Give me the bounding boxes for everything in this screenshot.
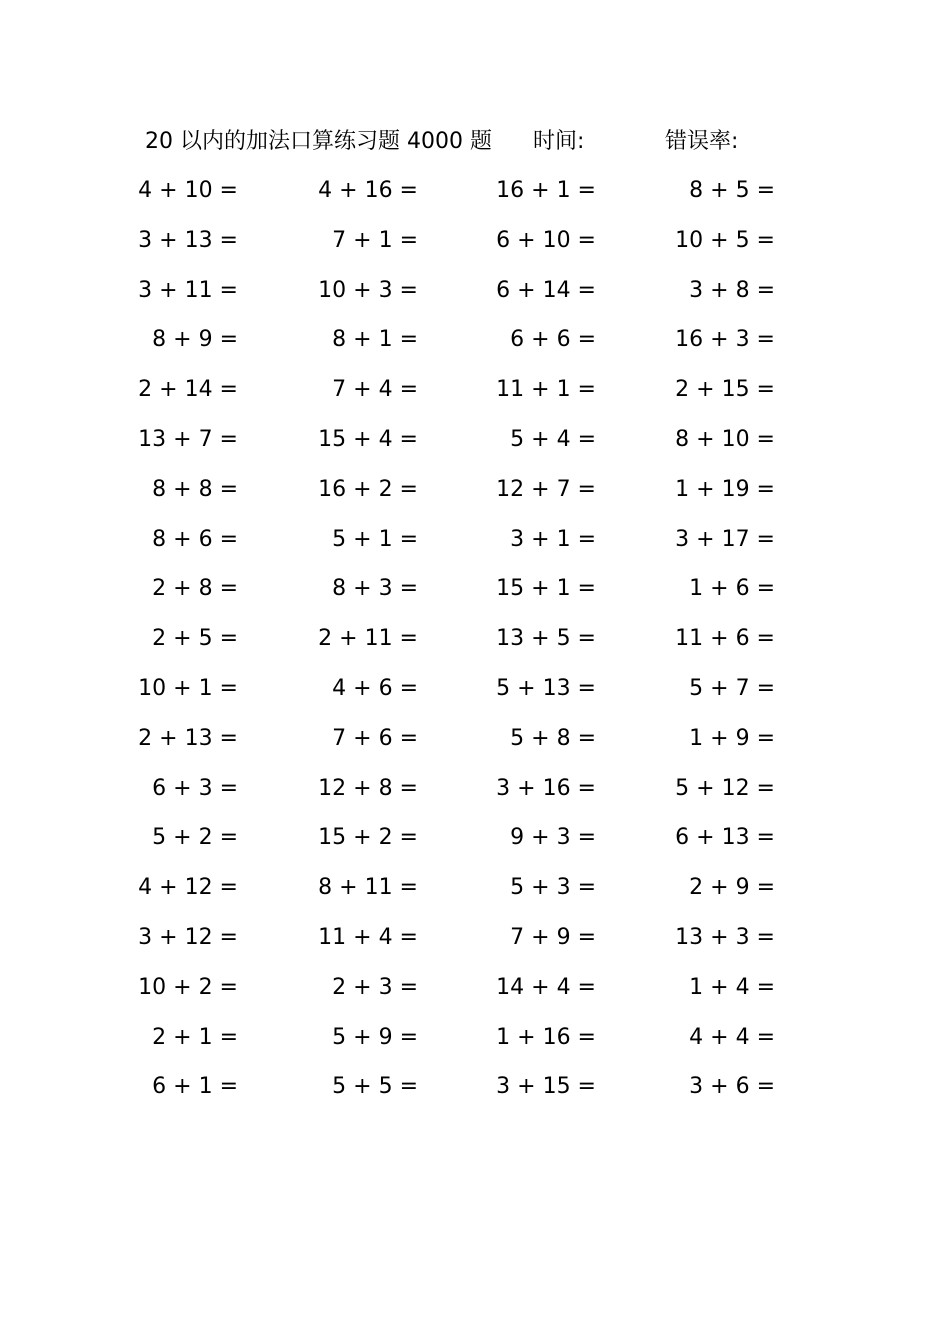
problem-row (0, 223, 950, 273)
addition-problem: 16 + 2 = (318, 476, 418, 502)
addition-problem: 2 + 11 = (318, 626, 418, 652)
problem-row (0, 522, 950, 572)
addition-problem: 3 + 17 = (675, 526, 775, 552)
problem-row (0, 970, 950, 1020)
worksheet-header (0, 126, 950, 158)
addition-problem: 7 + 9 = (510, 924, 596, 950)
addition-problem: 5 + 4 = (510, 426, 596, 452)
addition-problem: 4 + 6 = (332, 675, 418, 701)
addition-problem: 8 + 9 = (152, 327, 238, 353)
addition-problem: 11 + 1 = (496, 377, 596, 403)
problem-row (0, 671, 950, 721)
addition-problem: 16 + 1 = (496, 178, 596, 203)
addition-problem: 6 + 14 = (496, 277, 596, 303)
addition-problem: 10 + 5 = (675, 227, 775, 253)
problem-row (0, 870, 950, 920)
addition-problem: 2 + 3 = (332, 974, 418, 1000)
addition-problem: 5 + 1 = (332, 526, 418, 552)
problem-row (0, 820, 950, 870)
addition-problem: 3 + 11 = (138, 277, 238, 303)
addition-problem: 6 + 3 = (152, 775, 238, 801)
problem-row (0, 621, 950, 671)
addition-problem: 1 + 19 = (675, 476, 775, 502)
addition-problem: 4 + 10 = (138, 178, 238, 203)
problem-row (0, 771, 950, 821)
addition-problem: 13 + 7 = (138, 426, 238, 452)
addition-problem: 5 + 8 = (510, 725, 596, 751)
addition-problem: 5 + 7 = (689, 675, 775, 701)
addition-problem: 3 + 6 = (689, 1074, 775, 1100)
addition-problem: 3 + 8 = (689, 277, 775, 303)
addition-problem: 6 + 6 = (510, 327, 596, 353)
addition-problem: 8 + 5 = (689, 178, 775, 203)
addition-problem: 5 + 12 = (675, 775, 775, 801)
addition-problem: 11 + 4 = (318, 924, 418, 950)
addition-problem: 8 + 6 = (152, 526, 238, 552)
addition-problem: 16 + 3 = (675, 327, 775, 353)
addition-problem: 13 + 5 = (496, 626, 596, 652)
problem-row (0, 372, 950, 422)
addition-problem: 15 + 1 = (496, 576, 596, 602)
addition-problem: 7 + 4 = (332, 377, 418, 403)
addition-problem: 10 + 3 = (318, 277, 418, 303)
addition-problem: 2 + 9 = (689, 875, 775, 901)
addition-problem: 7 + 6 = (332, 725, 418, 751)
addition-problem: 8 + 1 = (332, 327, 418, 353)
addition-problem: 14 + 4 = (496, 974, 596, 1000)
addition-problem: 4 + 16 = (318, 178, 418, 203)
problem-row (0, 721, 950, 771)
addition-problem: 3 + 1 = (510, 526, 596, 552)
addition-problem: 12 + 7 = (496, 476, 596, 502)
problem-row (0, 322, 950, 372)
addition-problem: 2 + 14 = (138, 377, 238, 403)
addition-problem: 9 + 3 = (510, 825, 596, 851)
addition-problem: 3 + 15 = (496, 1074, 596, 1100)
addition-problem: 10 + 1 = (138, 675, 238, 701)
addition-problem: 5 + 13 = (496, 675, 596, 701)
problem-row (0, 920, 950, 970)
addition-problem: 8 + 8 = (152, 476, 238, 502)
addition-problem: 15 + 4 = (318, 426, 418, 452)
problem-row (0, 1020, 950, 1070)
addition-problem: 11 + 6 = (675, 626, 775, 652)
worksheet-title: 20 以内的加法口算练习题 4000 题 (145, 129, 492, 154)
addition-problem: 2 + 1 = (152, 1024, 238, 1050)
addition-problem: 1 + 9 = (689, 725, 775, 751)
addition-problem: 15 + 2 = (318, 825, 418, 851)
addition-problem: 2 + 15 = (675, 377, 775, 403)
problem-grid (0, 173, 950, 1119)
addition-problem: 1 + 16 = (496, 1024, 596, 1050)
addition-problem: 3 + 12 = (138, 924, 238, 950)
addition-problem: 2 + 13 = (138, 725, 238, 751)
addition-problem: 6 + 1 = (152, 1074, 238, 1100)
addition-problem: 7 + 1 = (332, 227, 418, 253)
addition-problem: 6 + 10 = (496, 227, 596, 253)
addition-problem: 8 + 3 = (332, 576, 418, 602)
error-rate-label: 错误率: (665, 129, 739, 154)
time-label: 时间: (533, 129, 585, 154)
problem-row (0, 1069, 950, 1119)
addition-problem: 8 + 11 = (318, 875, 418, 901)
problem-row (0, 472, 950, 522)
addition-problem: 2 + 5 = (152, 626, 238, 652)
addition-problem: 4 + 4 = (689, 1024, 775, 1050)
problem-row (0, 571, 950, 621)
addition-problem: 3 + 16 = (496, 775, 596, 801)
addition-problem: 10 + 2 = (138, 974, 238, 1000)
addition-problem: 5 + 9 = (332, 1024, 418, 1050)
addition-problem: 6 + 13 = (675, 825, 775, 851)
addition-problem: 5 + 5 = (332, 1074, 418, 1100)
addition-problem: 3 + 13 = (138, 227, 238, 253)
addition-problem: 1 + 4 = (689, 974, 775, 1000)
addition-problem: 2 + 8 = (152, 576, 238, 602)
addition-problem: 5 + 2 = (152, 825, 238, 851)
addition-problem: 13 + 3 = (675, 924, 775, 950)
addition-problem: 5 + 3 = (510, 875, 596, 901)
addition-problem: 12 + 8 = (318, 775, 418, 801)
problem-row (0, 273, 950, 323)
problem-row (0, 422, 950, 472)
addition-problem: 8 + 10 = (675, 426, 775, 452)
addition-problem: 1 + 6 = (689, 576, 775, 602)
addition-problem: 4 + 12 = (138, 875, 238, 901)
problem-row (0, 173, 950, 223)
